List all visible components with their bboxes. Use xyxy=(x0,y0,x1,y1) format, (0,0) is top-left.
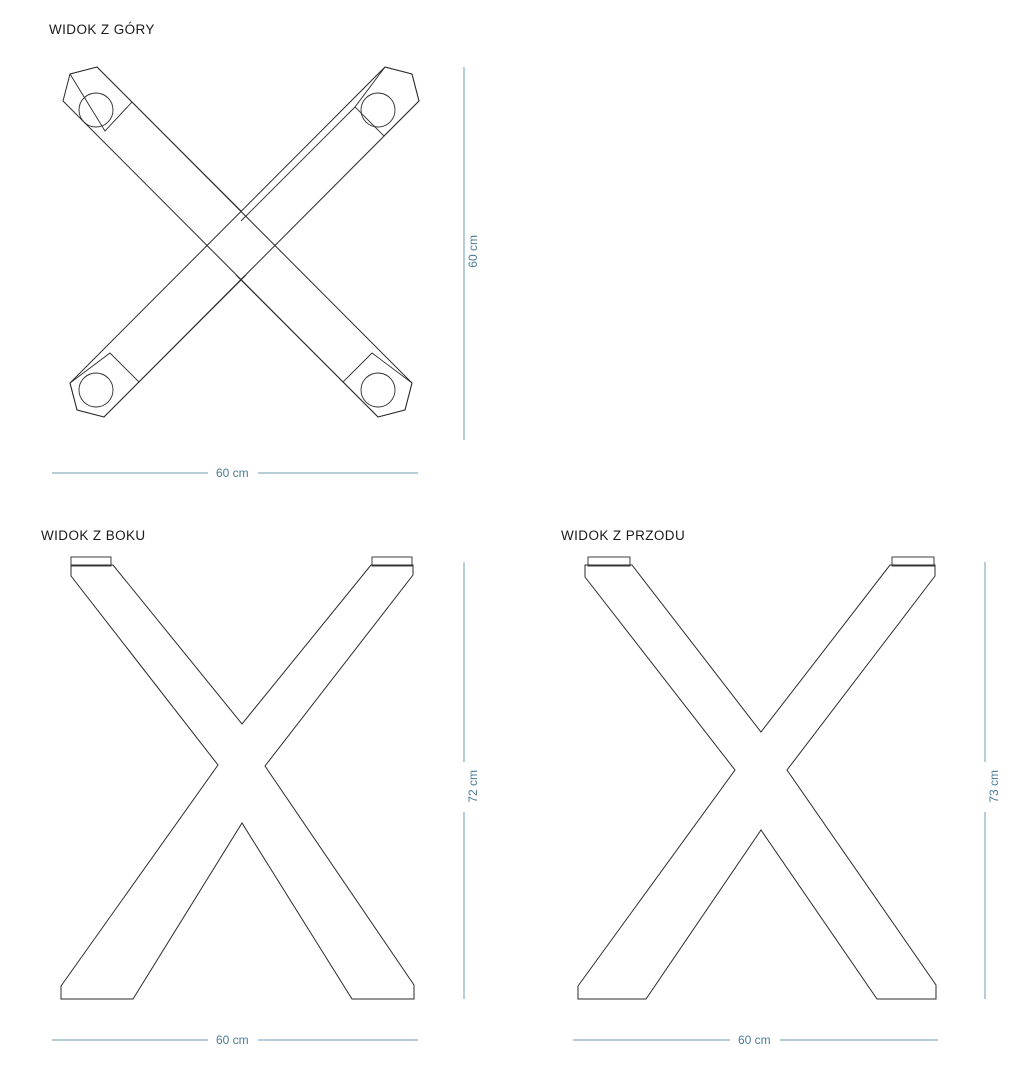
top-view-width-dimension: 60 cm xyxy=(216,466,249,480)
front-view-dimensions xyxy=(573,562,985,1040)
front-view-height-dimension: 73 cm xyxy=(987,770,1001,803)
side-view-width-dimension: 60 cm xyxy=(216,1033,249,1047)
side-view-title: WIDOK Z BOKU xyxy=(41,528,146,543)
top-view-x-shape xyxy=(63,67,419,417)
top-view-height-dimension: 60 cm xyxy=(466,235,480,268)
side-view-height-dimension: 72 cm xyxy=(466,770,480,803)
front-view-width-dimension: 60 cm xyxy=(738,1033,771,1047)
front-view-x-shape xyxy=(578,557,936,999)
front-view-title: WIDOK Z PRZODU xyxy=(561,528,686,543)
side-view-x-shape xyxy=(61,557,414,999)
top-view-title: WIDOK Z GÓRY xyxy=(49,22,155,37)
top-view-dimensions xyxy=(52,67,464,473)
